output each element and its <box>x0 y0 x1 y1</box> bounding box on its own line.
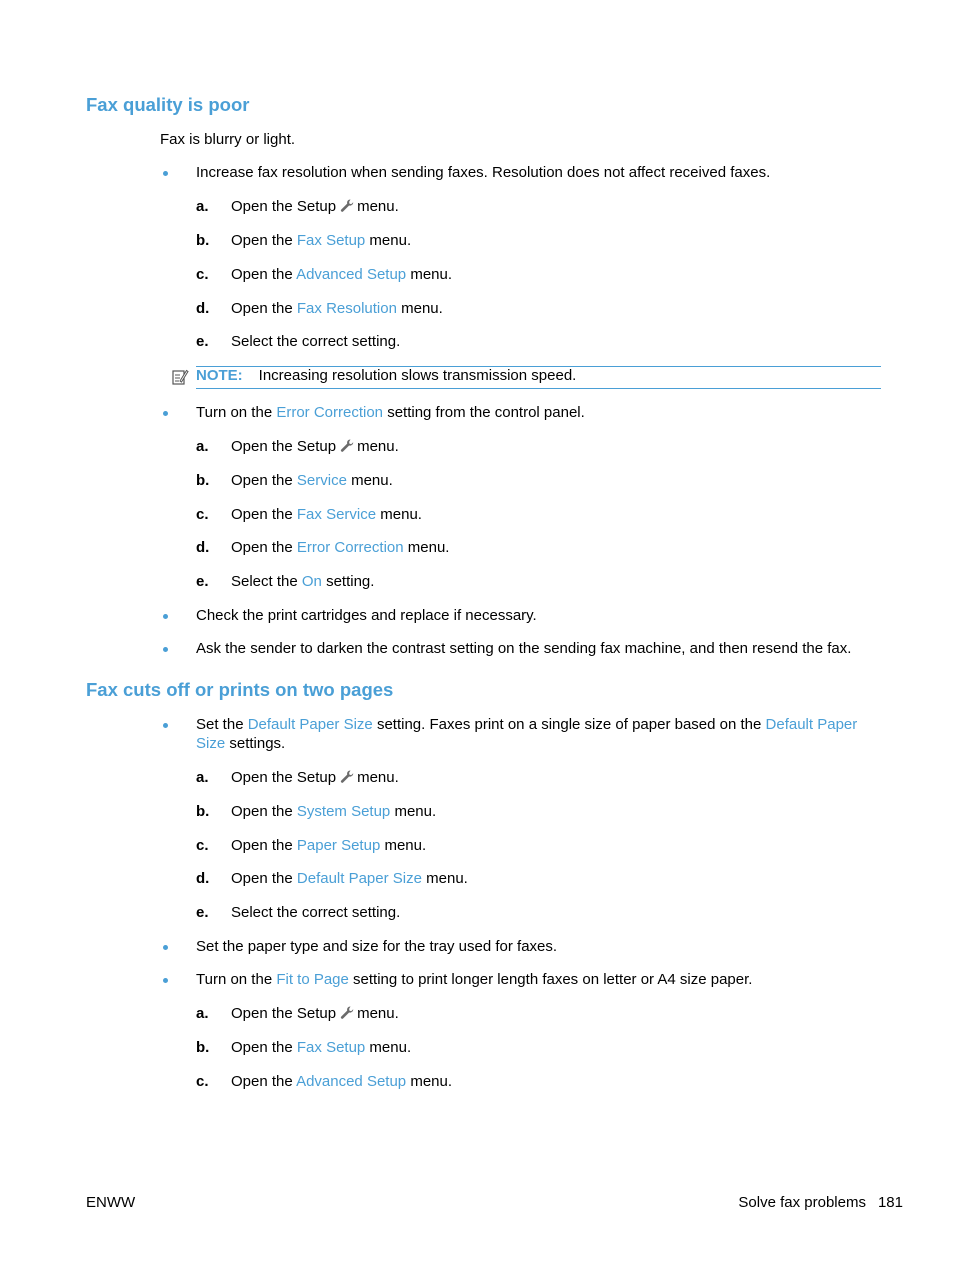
bullet-pre: Set the <box>196 716 248 733</box>
setting-link-error-correction[interactable]: Error Correction <box>276 404 384 421</box>
step-post: setting. <box>321 573 375 590</box>
section-heading-fax-cuts-off: Fax cuts off or prints on two pages <box>86 679 394 700</box>
step-post: menu. <box>357 198 399 215</box>
step-letter: a. <box>196 1005 209 1022</box>
step-text <box>231 1005 399 1022</box>
wrench-icon <box>339 438 355 454</box>
bullet-marker <box>163 411 168 416</box>
step-text <box>231 870 468 887</box>
bullet-text-line2 <box>196 735 285 752</box>
step-pre: Open the <box>231 232 297 249</box>
menu-link-default-paper-size[interactable]: Default Paper Size <box>296 870 422 887</box>
step-letter: a. <box>196 769 209 786</box>
step-post: menu. <box>380 837 427 854</box>
note-text: Increasing resolution slows transmission speed. <box>258 367 577 384</box>
step-letter: b. <box>196 1039 210 1056</box>
bullet-marker <box>163 614 168 619</box>
menu-link-advanced-setup[interactable]: Advanced Setup <box>296 1073 407 1090</box>
footer-left: ENWW <box>86 1194 136 1211</box>
bullet-marker <box>163 945 168 950</box>
step-letter: b. <box>196 232 210 249</box>
menu-link-error-correction[interactable]: Error Correction <box>296 539 404 556</box>
bullet-pre: Turn on the <box>196 971 277 988</box>
menu-link-fax-setup[interactable]: Fax Setup <box>296 1039 366 1056</box>
note <box>196 367 576 384</box>
step-letter: b. <box>196 803 210 820</box>
step-letter: d. <box>196 870 210 887</box>
step-text <box>231 232 411 249</box>
step-text <box>231 266 452 283</box>
bullet-post: settings. <box>225 735 286 752</box>
step-text <box>231 539 449 556</box>
setting-link-fit-to-page[interactable]: Fit to Page <box>276 971 349 988</box>
bullet-marker <box>163 647 168 652</box>
step-text <box>231 472 393 489</box>
step-letter: c. <box>196 1073 209 1090</box>
step-text <box>231 1073 452 1090</box>
step-post: menu. <box>421 870 468 887</box>
setting-link-on[interactable]: On <box>301 573 322 590</box>
step-pre: Open the Setup <box>231 198 337 215</box>
step-text <box>231 438 399 455</box>
step-pre: Open the <box>231 1073 297 1090</box>
step-text <box>231 837 426 854</box>
step-letter: a. <box>196 198 209 215</box>
bullet-text: Set the paper type and size for the tray used for faxes. <box>196 938 558 955</box>
menu-link-fax-setup[interactable]: Fax Setup <box>296 232 366 249</box>
bullet-post: setting to print longer length faxes on letter or A4 size paper. <box>348 971 753 988</box>
step-letter: c. <box>196 506 209 523</box>
note-bottom-rule <box>196 388 881 389</box>
step-post: menu. <box>357 1005 399 1022</box>
bullet-text <box>196 971 752 988</box>
step-post: menu. <box>357 769 399 786</box>
bullet-marker <box>163 723 168 728</box>
bullet-text: Check the print cartridges and replace if necessary. <box>196 607 537 624</box>
wrench-icon <box>339 769 355 785</box>
step-post: menu. <box>406 1073 453 1090</box>
step-pre: Open the Setup <box>231 769 337 786</box>
wrench-icon <box>339 1005 355 1021</box>
step-pre: Open the <box>231 837 297 854</box>
bullet-text: Ask the sender to darken the contrast setting on the sending fax machine, and then resend the fax. <box>196 640 852 657</box>
step-text <box>231 803 436 820</box>
menu-link-advanced-setup[interactable]: Advanced Setup <box>296 266 407 283</box>
step-letter: e. <box>196 573 209 590</box>
step-pre: Open the <box>231 266 297 283</box>
step-pre: Open the <box>231 803 297 820</box>
step-post: menu. <box>365 232 412 249</box>
bullet-text: Increase fax resolution when sending faxes. Resolution does not affect received faxes. <box>196 164 771 181</box>
setting-link-default-paper-size[interactable]: Default Paper Size <box>247 716 373 733</box>
menu-link-paper-setup[interactable]: Paper Setup <box>296 837 381 854</box>
step-pre: Open the <box>231 472 297 489</box>
step-pre: Open the <box>231 506 297 523</box>
setting-link-default-paper-size[interactable]: Default Paper <box>765 716 858 733</box>
step-text: Select the correct setting. <box>231 333 401 350</box>
step-letter: c. <box>196 837 209 854</box>
step-text <box>231 198 399 215</box>
step-pre: Open the <box>231 870 297 887</box>
step-letter: a. <box>196 438 209 455</box>
step-post: menu. <box>403 539 450 556</box>
step-pre: Open the <box>231 539 297 556</box>
step-pre: Open the <box>231 1039 297 1056</box>
step-post: menu. <box>390 803 437 820</box>
step-letter: b. <box>196 472 210 489</box>
section-heading-fax-quality: Fax quality is poor <box>86 94 250 115</box>
menu-link-fax-resolution[interactable]: Fax Resolution <box>296 300 397 317</box>
step-text <box>231 300 443 317</box>
step-text <box>231 573 374 590</box>
step-text <box>231 506 422 523</box>
bullet-text-line1 <box>196 716 857 733</box>
bullet-pre: Turn on the <box>196 404 277 421</box>
step-text: Select the correct setting. <box>231 904 401 921</box>
step-letter: d. <box>196 300 210 317</box>
menu-link-system-setup[interactable]: System Setup <box>296 803 391 820</box>
menu-link-service[interactable]: Service <box>296 472 347 489</box>
step-post: menu. <box>346 472 393 489</box>
footer-title: Solve fax problems <box>738 1194 866 1211</box>
menu-link-fax-service[interactable]: Fax Service <box>296 506 377 523</box>
step-text <box>231 1039 411 1056</box>
step-text <box>231 769 399 786</box>
bullet-text <box>196 404 585 421</box>
note-icon <box>171 368 189 386</box>
step-letter: d. <box>196 539 210 556</box>
step-pre: Select the <box>231 573 302 590</box>
step-pre: Open the Setup <box>231 438 337 455</box>
step-post: menu. <box>406 266 453 283</box>
note-label: NOTE: <box>196 367 243 384</box>
step-post: menu. <box>365 1039 412 1056</box>
footer-right <box>738 1194 903 1211</box>
step-letter: c. <box>196 266 209 283</box>
step-letter: e. <box>196 333 209 350</box>
intro-text: Fax is blurry or light. <box>160 131 296 148</box>
bullet-marker <box>163 978 168 983</box>
step-post: menu. <box>357 438 399 455</box>
bullet-post: setting from the control panel. <box>383 404 585 421</box>
bullet-mid: setting. Faxes print on a single size of paper based on the <box>372 716 766 733</box>
page-number: 181 <box>877 1194 903 1211</box>
step-pre: Open the <box>231 300 297 317</box>
setting-link-default-paper-size[interactable]: Size <box>196 735 226 752</box>
bullet-marker <box>163 171 168 176</box>
step-letter: e. <box>196 904 209 921</box>
step-post: menu. <box>376 506 422 523</box>
step-post: menu. <box>396 300 443 317</box>
wrench-icon <box>339 198 355 214</box>
step-pre: Open the Setup <box>231 1005 337 1022</box>
